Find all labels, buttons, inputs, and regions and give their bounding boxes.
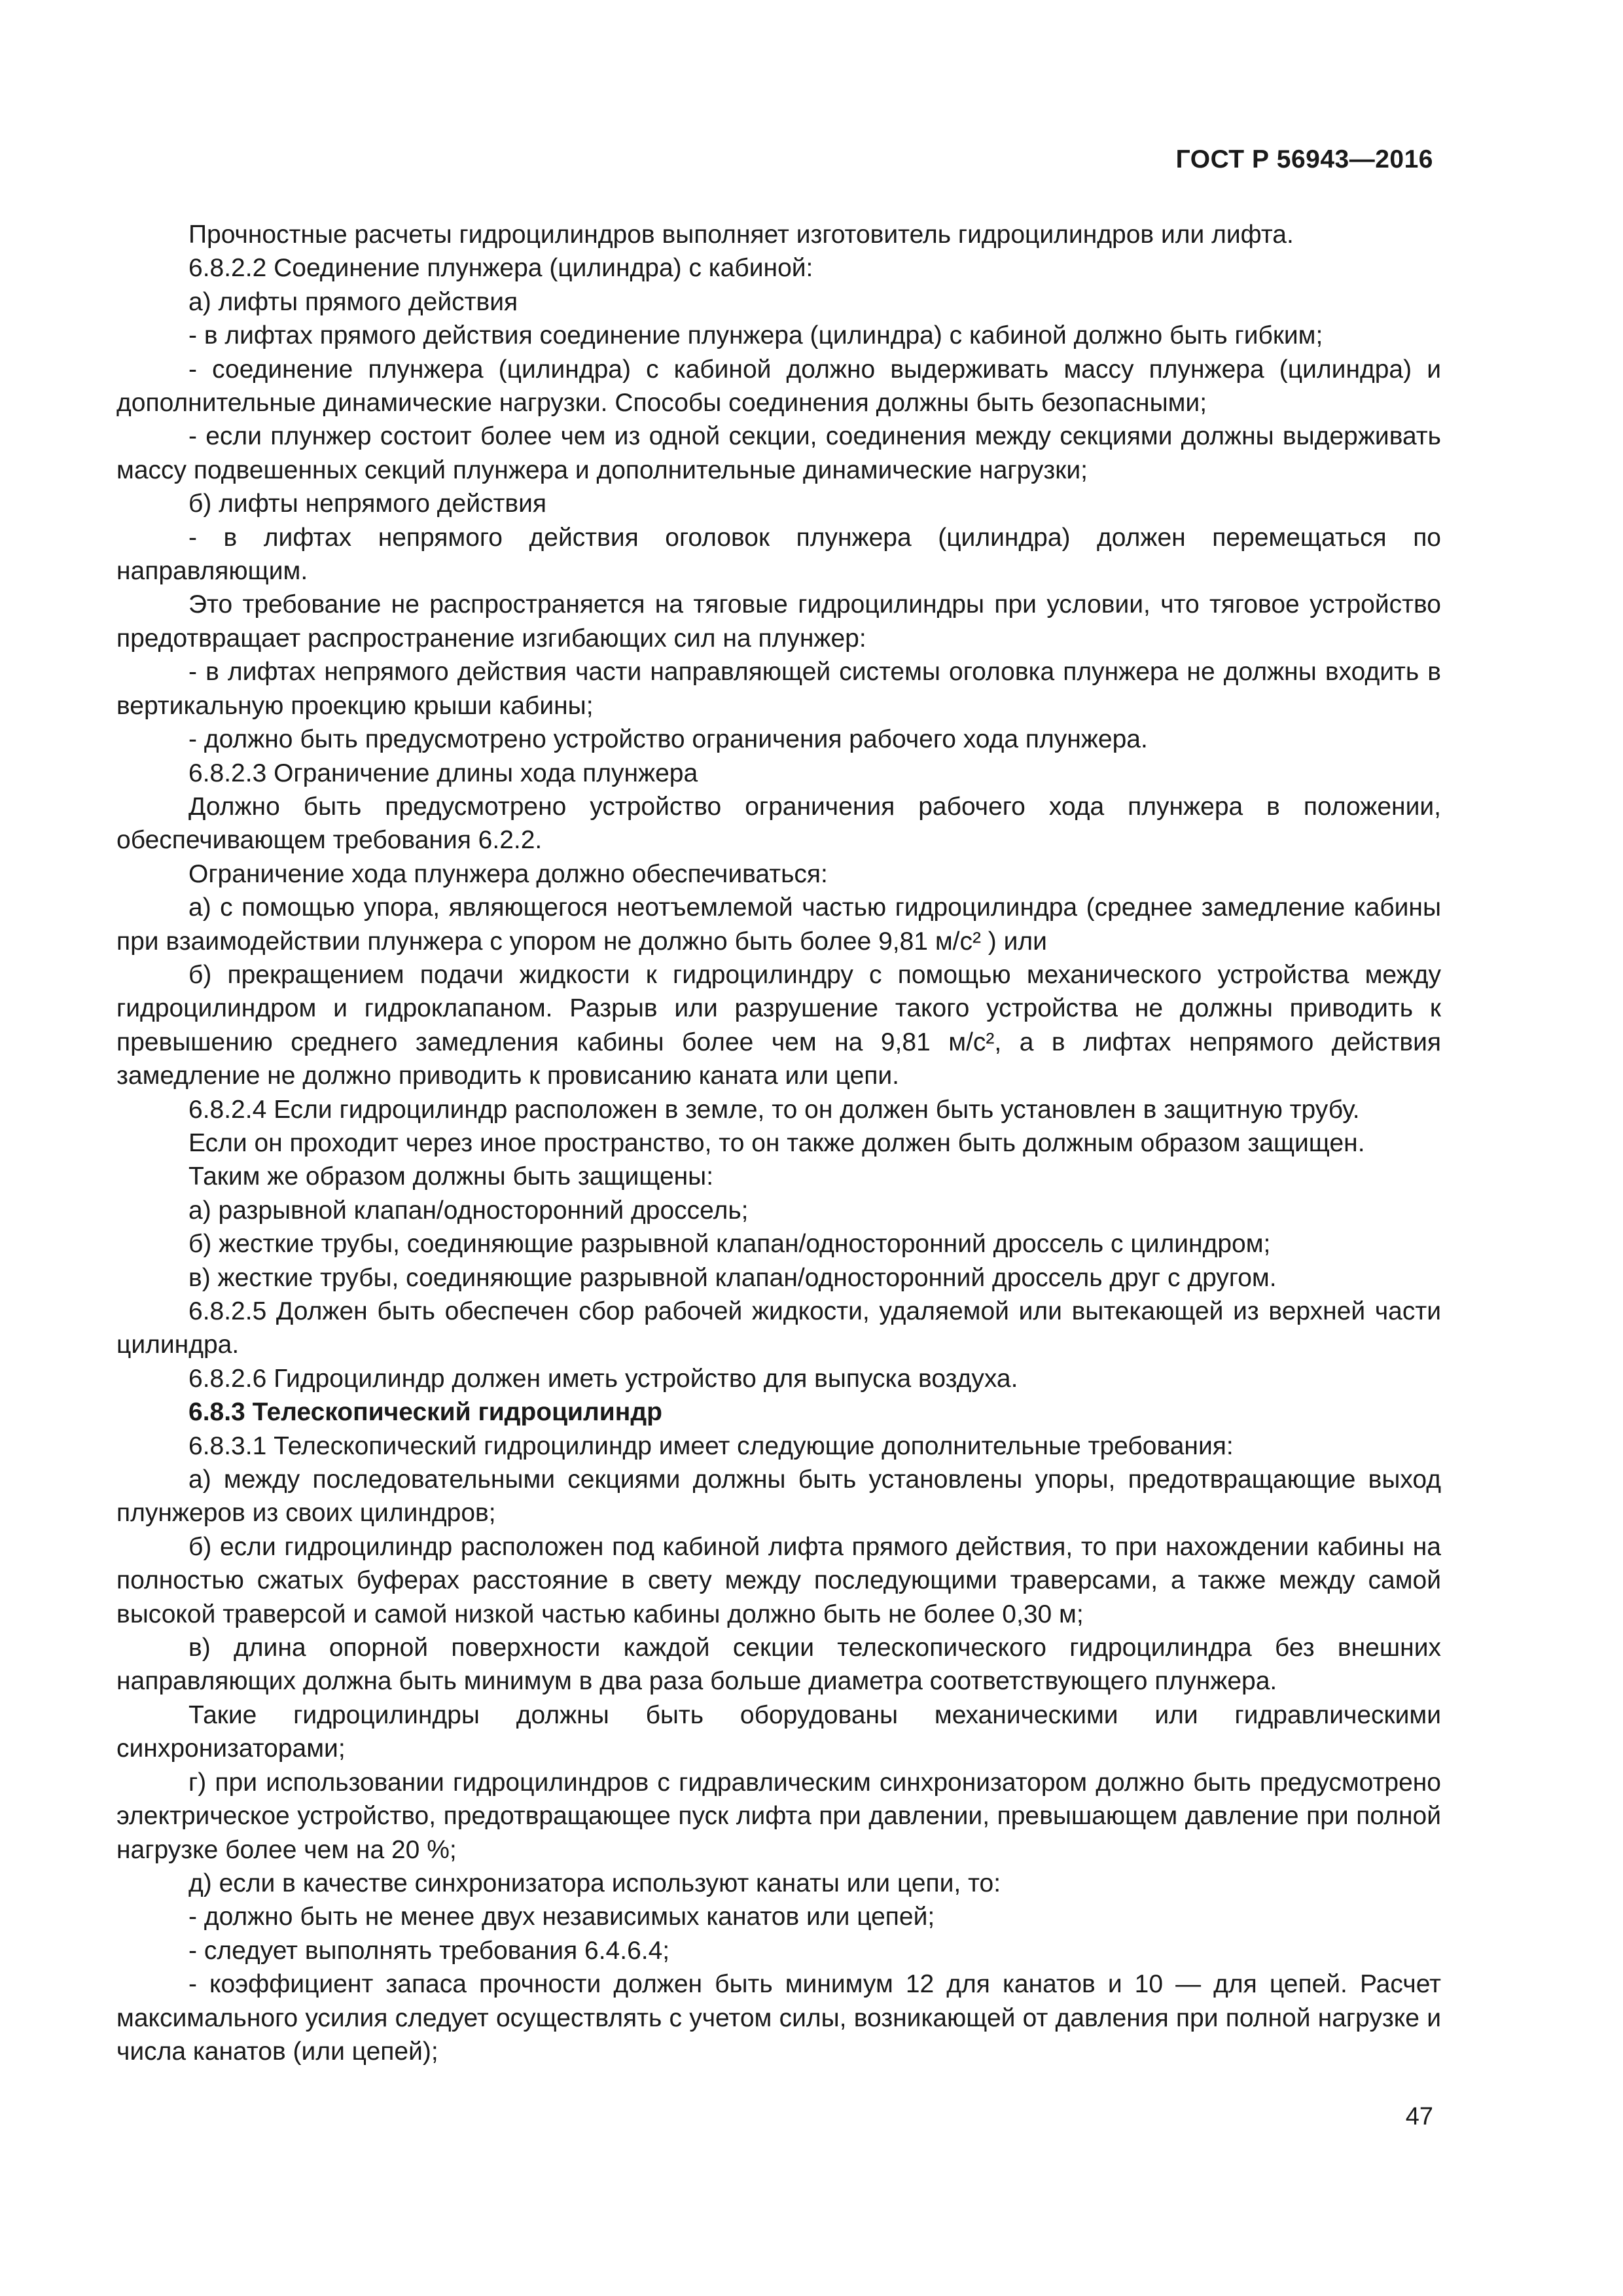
standard-header: ГОСТ Р 56943—2016 [1175,145,1433,173]
list-item: - в лифтах прямого действия соединение плунжера (цилиндра) с кабиной должно быть гибким; [188,321,1323,350]
paragraph: Такие гидроцилиндры должны быть оборудованы механическими или гидравлическими синхронизаторами; [116,1700,1441,1763]
list-item: - в лифтах непрямого действия части направляющей системы оголовка плунжера не должны входить в вертикальную проекцию крыши кабины; [116,658,1441,720]
list-item: б) прекращением подачи жидкости к гидроцилиндру с помощью механического устройства между гидроцилиндром и гидроклапаном. Разрыв или разрушение такого устройства не должны приводить к превышению среднего замедления кабины более чем на 9,81 м/с², а в лифтах непрямого действия замедление не должно приводить к провисанию каната или цепи. [116,960,1441,1090]
list-item: в) жесткие трубы, соединяющие разрывной клапан/односторонний дроссель друг с другом. [188,1263,1277,1292]
paragraph: Прочностные расчеты гидроцилиндров выполняет изготовитель гидроцилиндров или лифта. [188,221,1294,249]
list-item: - если плунжер состоит более чем из одной секции, соединения между секциями должны выдерживать массу подвешенных секций плунжера и дополнительные динамические нагрузки; [116,422,1441,484]
paragraph: Это требование не распространяется на тяговые гидроцилиндры при условии, что тяговое устройство предотвращает распространение изгибающих сил на плунжер: [116,590,1441,653]
list-item: - в лифтах непрямого действия оголовок плунжера (цилиндра) должен перемещаться по направляющим. [116,523,1441,586]
section-heading: 6.8.2.6 Гидроцилиндр должен иметь устройство для выпуска воздуха. [188,1364,1018,1393]
list-item: б) если гидроцилиндр расположен под кабиной лифта прямого действия, то при нахождении кабины на полностью сжатых буферах расстояние в свету между последующими траверсами, а также между самой высокой траверсой и самой низкой частью кабины должно быть не более 0,30 м; [116,1532,1441,1628]
list-item: - должно быть предусмотрено устройство ограничения рабочего хода плунжера. [188,725,1148,754]
list-item: - следует выполнять требования 6.4.6.4; [188,1936,670,1965]
list-item: а) между последовательными секциями должны быть установлены упоры, предотвращающие выход плунжеров из своих цилиндров; [116,1465,1441,1528]
page-number: 47 [1405,2103,1433,2130]
paragraph: Если он проходит через иное пространство, то он также должен быть должным образом защищен. [188,1128,1365,1157]
list-item: - коэффициент запаса прочности должен быть минимум 12 для канатов и 10 — для цепей. Расчет максимального усилия следует осуществлять с учетом силы, возникающей от давления при полной нагрузке и числа канатов (или цепей); [116,1970,1441,2066]
list-item: д) если в качестве синхронизатора используют канаты или цепи, то: [188,1869,1001,1897]
section-heading: 6.8.2.3 Ограничение длины хода плунжера [188,759,698,787]
paragraph: Ограничение хода плунжера должно обеспечиваться: [188,859,828,888]
list-item: а) разрывной клапан/односторонний дроссель; [188,1196,749,1225]
list-item: а) с помощью упора, являющегося неотъемлемой частью гидроцилиндра (среднее замедление кабины при взаимодействии плунжера с упором не должно быть более 9,81 м/с² ) или [116,893,1441,956]
list-item: - должно быть не менее двух независимых канатов или цепей; [188,1903,935,1931]
list-item: г) при использовании гидроцилиндров с гидравлическим синхронизатором должно быть предусмотрено электрическое устройство, предотвращающее пуск лифта при давлении, превышающем давление при полной нагрузке более чем на 20 %; [116,1768,1441,1864]
section-heading: 6.8.3.1 Телескопический гидроцилиндр имеет следующие дополнительные требования: [188,1431,1234,1460]
list-item: б) лифты непрямого действия [188,490,546,518]
list-item: - соединение плунжера (цилиндра) с кабиной должно выдерживать массу плунжера (цилиндра) и дополнительные динамические нагрузки. Способы соединения должны быть безопасными; [116,355,1441,418]
list-item: а) лифты прямого действия [188,287,518,316]
paragraph: Должно быть предусмотрено устройство ограничения рабочего хода плунжера в положении, обеспечивающем требования 6.2.2. [116,792,1441,855]
section-heading: 6.8.2.5 Должен быть обеспечен сбор рабочей жидкости, удаляемой или вытекающей из верхней части цилиндра. [116,1297,1441,1359]
section-heading: 6.8.2.4 Если гидроцилиндр расположен в земле, то он должен быть установлен в защитную трубу. [188,1095,1360,1124]
subsection-title: 6.8.3 Телескопический гидроцилиндр [188,1398,662,1427]
list-item: в) длина опорной поверхности каждой секции телескопического гидроцилиндра без внешних направляющих должна быть минимум в два раза больше диаметра соответствующего плунжера. [116,1634,1441,1696]
paragraph: Таким же образом должны быть защищены: [188,1162,714,1191]
document-body [116,218,1441,2068]
section-heading: 6.8.2.2 Соединение плунжера (цилиндра) с кабиной: [188,254,813,283]
list-item: б) жесткие трубы, соединяющие разрывной клапан/односторонний дроссель с цилиндром; [188,1230,1271,1259]
